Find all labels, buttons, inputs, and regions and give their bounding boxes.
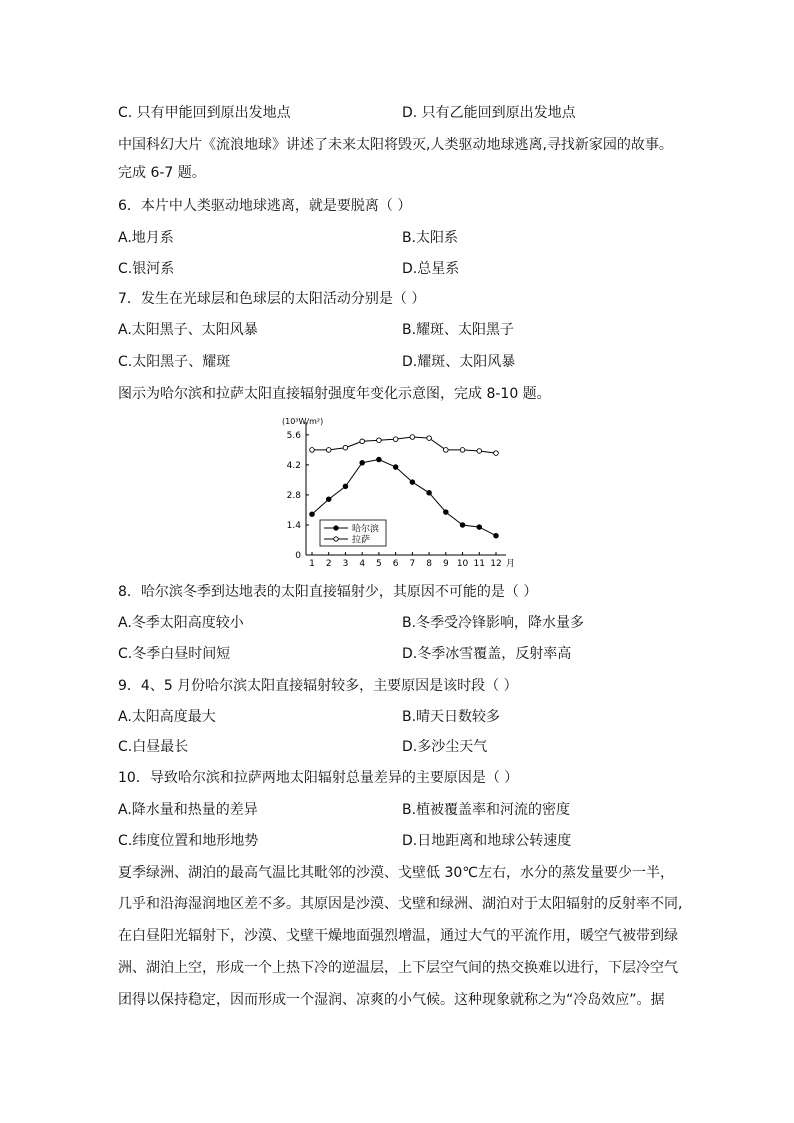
q9-option-c: C.白昼最长: [118, 739, 189, 755]
x-axis-unit: 月: [506, 559, 516, 569]
q6-stem: 6．本片中人类驱动地球逃离，就是要脱离（ ）: [118, 198, 412, 214]
legend-label: 哈尔滨: [352, 524, 380, 535]
q9-option-a: A.太阳高度最大: [118, 709, 216, 725]
data-point-lhasa: [410, 435, 415, 440]
passage-line-1: 夏季绿洲、湖泊的最高气温比其毗邻的沙漠、戈壁低 30℃左右，水分的蒸发量要少一半，: [118, 865, 674, 881]
q7-option-d: D.耀斑、太阳风暴: [402, 354, 516, 370]
x-tick-label: 7: [409, 559, 416, 569]
q8-option-b: B.冬季受冷锋影响，降水量多: [402, 615, 585, 631]
q10-option-a: A.降水量和热量的差异: [118, 802, 258, 818]
radiation-chart: [270, 412, 532, 572]
q8-stem: 8．哈尔滨冬季到达地表的太阳直接辐射少，其原因不可能的是（ ）: [118, 584, 538, 600]
q8-option-d: D.冬季冰雪覆盖，反射率高: [402, 646, 572, 662]
q7-option-c: C.太阳黑子、耀斑: [118, 354, 231, 370]
q10-stem: 10．导致哈尔滨和拉萨两地太阳辐射总量差异的主要原因是（ ）: [118, 770, 519, 786]
legend-label: 拉萨: [352, 535, 371, 546]
data-point-lhasa: [310, 448, 315, 453]
intro-8-10: 图示为哈尔滨和拉萨太阳直接辐射强度年变化示意图，完成 8-10 题。: [118, 386, 551, 402]
q9-stem: 9．4、5 月份哈尔滨太阳直接辐射较多，主要原因是该时段（ ）: [118, 678, 518, 694]
data-point-harbin: [444, 510, 449, 515]
q6-option-d: D.总星系: [402, 261, 460, 277]
data-point-harbin: [460, 523, 465, 528]
x-tick-label: 2: [325, 559, 332, 569]
data-point-harbin: [477, 525, 482, 530]
data-point-harbin: [326, 497, 331, 502]
q5-option-c: C. 只有甲能回到原出发地点: [118, 105, 291, 121]
data-point-lhasa: [377, 438, 382, 443]
y-axis-label: (10³W/m²): [282, 417, 324, 426]
data-point-lhasa: [326, 448, 331, 453]
q7-stem: 7．发生在光球层和色球层的太阳活动分别是（ ）: [118, 291, 426, 307]
data-point-harbin: [360, 460, 365, 465]
data-point-lhasa: [460, 448, 465, 453]
x-tick-label: 12: [490, 559, 502, 569]
data-point-lhasa: [444, 448, 449, 453]
q7-option-b: B.耀斑、太阳黑子: [402, 322, 515, 338]
passage-line-2: 几乎和沿海湿润地区差不多。其原因是沙漠、戈壁和绿洲、湖泊对于太阳辐射的反射率不同,: [118, 896, 683, 912]
data-point-harbin: [410, 480, 415, 485]
data-point-harbin: [427, 490, 432, 495]
intro-6-7-line1: 中国科幻大片《流浪地球》讲述了未来太阳将毁灭,人类驱动地球逃离,寻找新家园的故事。: [118, 137, 673, 153]
data-point-harbin: [494, 533, 499, 538]
q10-option-c: C.纬度位置和地形地势: [118, 833, 259, 849]
data-point-harbin: [393, 465, 398, 470]
x-tick-label: 6: [392, 559, 399, 569]
q10-option-d: D.日地距离和地球公转速度: [402, 833, 572, 849]
series-line-lhasa: [312, 437, 496, 453]
q7-option-a: A.太阳黑子、太阳风暴: [118, 322, 258, 338]
x-tick-label: 9: [442, 559, 449, 569]
x-tick-label: 11: [473, 559, 485, 569]
data-point-lhasa: [343, 445, 348, 450]
data-point-lhasa: [427, 436, 432, 441]
q9-option-b: B.晴天日数较多: [402, 709, 501, 725]
y-tick-label: 2.8: [286, 490, 301, 501]
passage-line-5: 团得以保持稳定，因而形成一个湿润、凉爽的小气候。这种现象就称之为“冷岛效应”。据: [118, 992, 665, 1008]
passage-line-3: 在白昼阳光辐射下，沙漠、戈壁干燥地面强烈增温，通过大气的平流作用，暖空气被带到绿: [118, 928, 678, 944]
y-tick-label: 4.2: [286, 460, 301, 471]
y-tick-label: 5.6: [286, 430, 301, 441]
data-point-harbin: [310, 512, 315, 517]
data-point-lhasa: [494, 451, 499, 456]
y-tick-label: 0: [295, 551, 301, 561]
q6-option-b: B.太阳系: [402, 230, 459, 246]
x-tick-label: 4: [359, 559, 366, 569]
data-point-harbin: [377, 457, 382, 462]
legend-marker: [334, 537, 338, 541]
q6-option-a: A.地月系: [118, 230, 174, 246]
data-point-lhasa: [477, 449, 482, 454]
data-point-lhasa: [360, 439, 365, 444]
data-point-harbin: [343, 484, 348, 489]
x-tick-label: 3: [342, 559, 349, 569]
legend-marker: [334, 526, 338, 530]
intro-6-7-line2: 完成 6-7 题。: [118, 165, 206, 181]
q6-option-c: C.银河系: [118, 261, 175, 277]
passage-line-4: 洲、湖泊上空，形成一个上热下冷的逆温层，上下层空气间的热交换难以进行，下层冷空气: [118, 960, 678, 976]
q9-option-d: D.多沙尘天气: [402, 739, 488, 755]
data-point-lhasa: [393, 437, 398, 442]
y-tick-label: 1.4: [286, 520, 301, 531]
q8-option-a: A.冬季太阳高度较小: [118, 615, 244, 631]
q5-option-d: D. 只有乙能回到原出发地点: [402, 105, 576, 121]
x-tick-label: 1: [309, 559, 315, 569]
x-tick-label: 10: [456, 559, 469, 569]
x-tick-label: 5: [376, 559, 382, 569]
q8-option-c: C.冬季白昼时间短: [118, 646, 231, 662]
q10-option-b: B.植被覆盖率和河流的密度: [402, 802, 571, 818]
x-tick-label: 8: [426, 559, 432, 569]
